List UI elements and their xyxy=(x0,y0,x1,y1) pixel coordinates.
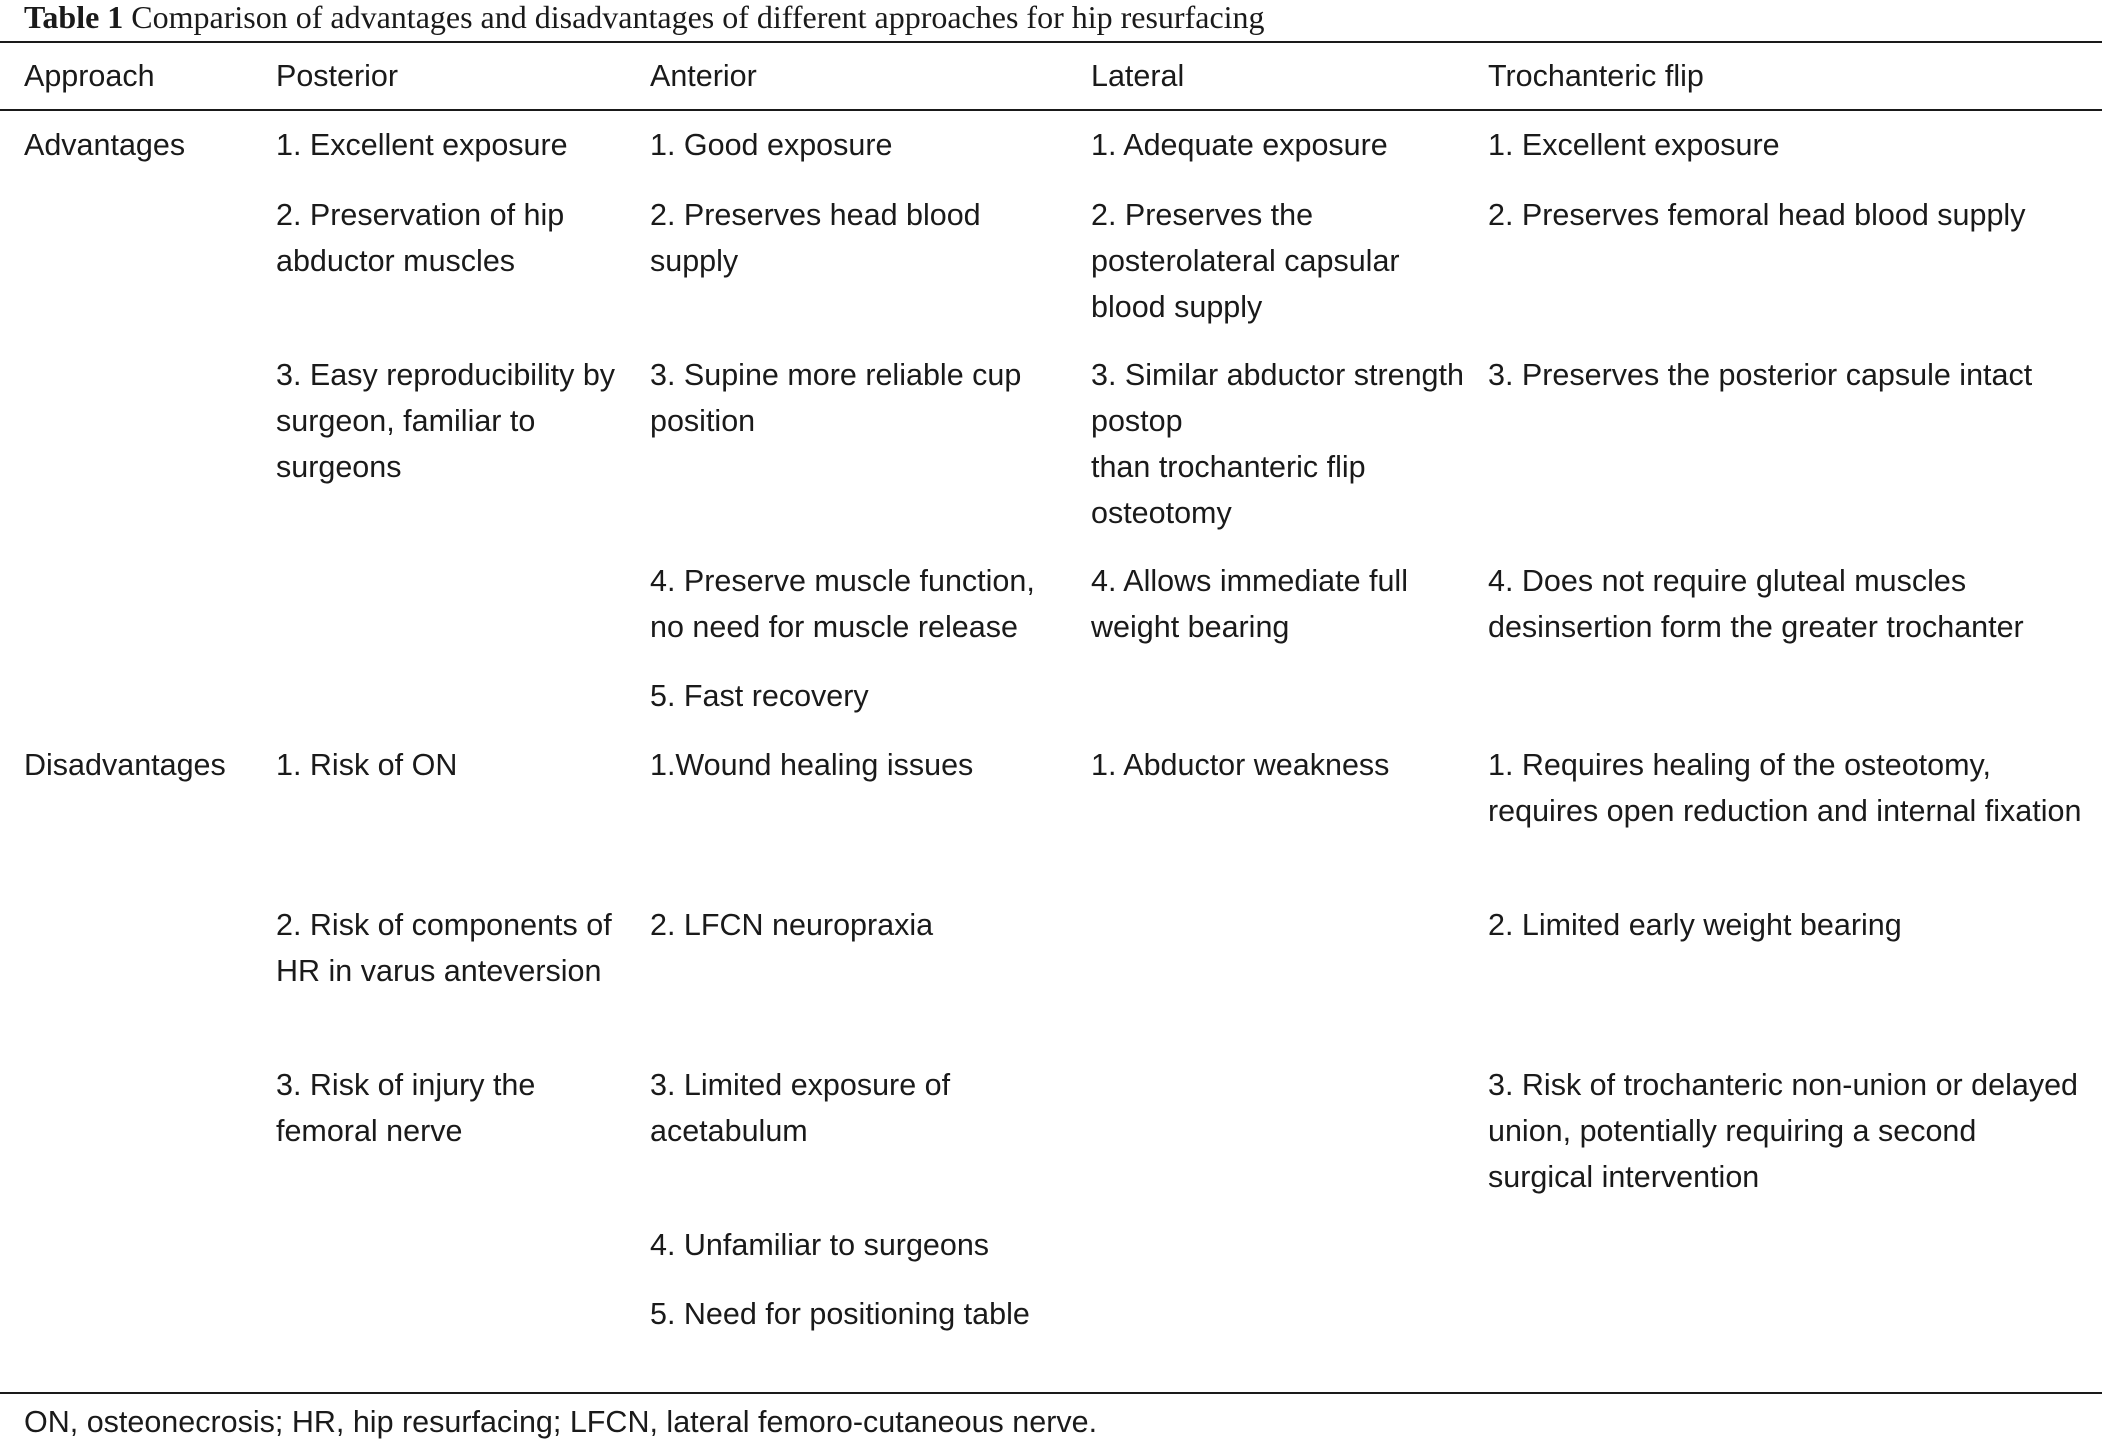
cell-line: osteotomy xyxy=(1091,496,1232,530)
table-cell: 1. Requires healing of the osteotomy, requires open reduction and internal fixation xyxy=(1488,748,2082,828)
header-approach: Approach xyxy=(24,59,155,93)
table-cell: 4. Allows immediate full weight bearing xyxy=(1091,564,1408,644)
table-cell: 3. Limited exposure of acetabulum xyxy=(650,1068,951,1148)
table-cell: 1. Excellent exposure xyxy=(276,128,568,162)
table-cell: 4. Preserve muscle function, no need for muscle release xyxy=(650,564,1035,644)
table-cell: 2. Limited early weight bearing xyxy=(1488,908,1902,942)
table-cell: 3. Risk of injury the femoral nerve xyxy=(276,1068,536,1148)
table-cell: 3. Supine more reliable cup position xyxy=(650,358,1022,438)
table-cell: 3. Preserves the posterior capsule intact xyxy=(1488,358,2033,392)
table-cell: 3. Easy reproducibility by surgeon, familiar to surgeons xyxy=(276,358,616,484)
table-cell: 1.Wound healing issues xyxy=(650,748,974,782)
table-caption-text: Comparison of advantages and disadvantages of different approaches for hip resurfacing xyxy=(131,0,1265,35)
top-rule xyxy=(0,41,2102,43)
header-posterior: Posterior xyxy=(276,59,399,93)
table-caption xyxy=(24,0,1265,40)
header-trochanteric-flip: Trochanteric flip xyxy=(1488,59,1704,93)
section-label-advantages: Advantages xyxy=(24,128,186,162)
cell-line: 3. Similar abductor strength postop xyxy=(1091,358,1464,438)
table-cell: 2. Preserves femoral head blood supply xyxy=(1488,198,2026,232)
table-cell: 2. Preserves head blood supply xyxy=(650,198,981,278)
table-cell: 2. Risk of components of HR in varus anteversion xyxy=(276,908,612,988)
table-cell: 1. Adequate exposure xyxy=(1091,128,1388,162)
table-cell: 5. Fast recovery xyxy=(650,679,869,713)
table-caption-label: Table 1 xyxy=(24,0,124,35)
table-cell: 2. LFCN neuropraxia xyxy=(650,908,934,942)
header-rule xyxy=(0,109,2102,111)
table-cell: 2. Preservation of hip abductor muscles xyxy=(276,198,565,278)
header-anterior: Anterior xyxy=(650,59,757,93)
table-cell: 3. Risk of trochanteric non-union or delayed union, potentially requiring a second surgical intervention xyxy=(1488,1068,2078,1194)
bottom-rule xyxy=(0,1392,2102,1394)
table-cell: 4. Unfamiliar to surgeons xyxy=(650,1228,990,1262)
table-cell: 1. Abductor weakness xyxy=(1091,748,1390,782)
table-cell: 4. Does not require gluteal muscles desinsertion form the greater trochanter xyxy=(1488,564,2024,644)
table-cell: 1. Good exposure xyxy=(650,128,893,162)
table-cell-lateral-adv-3 xyxy=(1091,352,1476,536)
table-cell: 1. Risk of ON xyxy=(276,748,458,782)
table-cell: 1. Excellent exposure xyxy=(1488,128,1780,162)
table-cell: 2. Preserves the posterolateral capsular blood supply xyxy=(1091,198,1400,324)
section-label-disadvantages: Disadvantages xyxy=(24,748,226,782)
header-lateral: Lateral xyxy=(1091,59,1185,93)
table-footnote: ON, osteonecrosis; HR, hip resurfacing; LFCN, lateral femoro-cutaneous nerve. xyxy=(24,1405,1098,1439)
cell-line: than trochanteric flip xyxy=(1091,450,1366,484)
table-cell: 5. Need for positioning table xyxy=(650,1297,1030,1331)
